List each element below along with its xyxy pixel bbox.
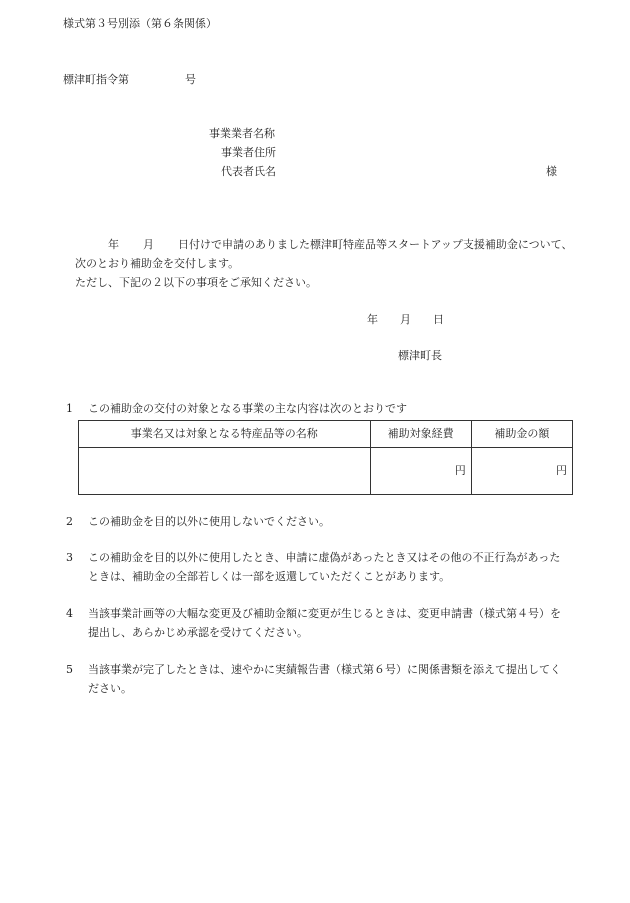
representative-name-label: 代表者氏名 bbox=[221, 165, 276, 178]
condition-text bbox=[88, 402, 578, 421]
issue-date bbox=[367, 313, 444, 327]
condition-line: 当該事業計画等の大幅な変更及び補助金額に変更が生じるときは、変更申請書（様式第４号）を bbox=[88, 607, 561, 620]
intro-year: 年 bbox=[108, 238, 119, 251]
condition-text bbox=[88, 551, 578, 589]
honorific: 様 bbox=[546, 165, 557, 178]
condition-text bbox=[88, 607, 578, 645]
business-address-label: 事業者住所 bbox=[221, 146, 276, 159]
cell-eligible-cost: 円 bbox=[370, 448, 471, 495]
condition-line: ときは、補助金の全部若しくは一部を返還していただくことがあります。 bbox=[88, 570, 451, 583]
condition-text bbox=[88, 663, 578, 701]
cell-grant-amount: 円 bbox=[471, 448, 572, 495]
condition-line: 当該事業が完了したときは、速やかに実績報告書（様式第６号）に関係書類を添えて提出してく bbox=[88, 663, 561, 676]
intro-paragraph bbox=[63, 238, 583, 295]
grant-table bbox=[78, 420, 573, 495]
header-grant-amount: 補助金の額 bbox=[471, 421, 572, 448]
form-label: 様式第３号別添（第６条関係） bbox=[63, 17, 217, 30]
business-name-label: 事業業者名称 bbox=[209, 127, 275, 140]
condition-line: ださい。 bbox=[88, 682, 132, 695]
condition-number: 3 bbox=[66, 551, 73, 564]
intro-line2: 次のとおり補助金を交付します。 bbox=[75, 257, 240, 270]
condition-number: 4 bbox=[66, 607, 73, 620]
issue-year: 年 bbox=[367, 313, 378, 326]
condition-line: この補助金を目的以外に使用しないでください。 bbox=[88, 515, 330, 528]
intro-month: 月 bbox=[143, 238, 154, 251]
issuer: 標津町長 bbox=[398, 349, 442, 362]
condition-number: 1 bbox=[66, 402, 73, 415]
notice-number bbox=[63, 73, 196, 87]
issue-month: 月 bbox=[400, 313, 411, 326]
header-eligible-cost: 補助対象経費 bbox=[370, 421, 471, 448]
table-header-row bbox=[79, 421, 573, 448]
intro-line3: ただし、下記の２以下の事項をご承知ください。 bbox=[75, 276, 317, 289]
notice-number-suffix: 号 bbox=[185, 73, 196, 86]
intro-line1-rest: 日付けで申請のありました標津町特産品等スタートアップ支援補助金について、 bbox=[178, 238, 573, 251]
cell-project-name bbox=[79, 448, 371, 495]
notice-number-prefix: 標津町指令第 bbox=[63, 73, 129, 86]
table-row bbox=[79, 448, 573, 495]
condition-line: この補助金の交付の対象となる事業の主な内容は次のとおりです bbox=[88, 402, 407, 415]
condition-text bbox=[88, 515, 578, 534]
condition-number: 5 bbox=[66, 663, 73, 676]
header-project-name: 事業名又は対象となる特産品等の名称 bbox=[79, 421, 371, 448]
condition-line: 提出し、あらかじめ承認を受けてください。 bbox=[88, 626, 308, 639]
issue-day: 日 bbox=[433, 313, 444, 326]
addressee-block bbox=[209, 127, 276, 184]
condition-line: この補助金を目的以外に使用したとき、申請に虚偽があったとき又はその他の不正行為があった bbox=[88, 551, 561, 564]
condition-number: 2 bbox=[66, 515, 73, 528]
